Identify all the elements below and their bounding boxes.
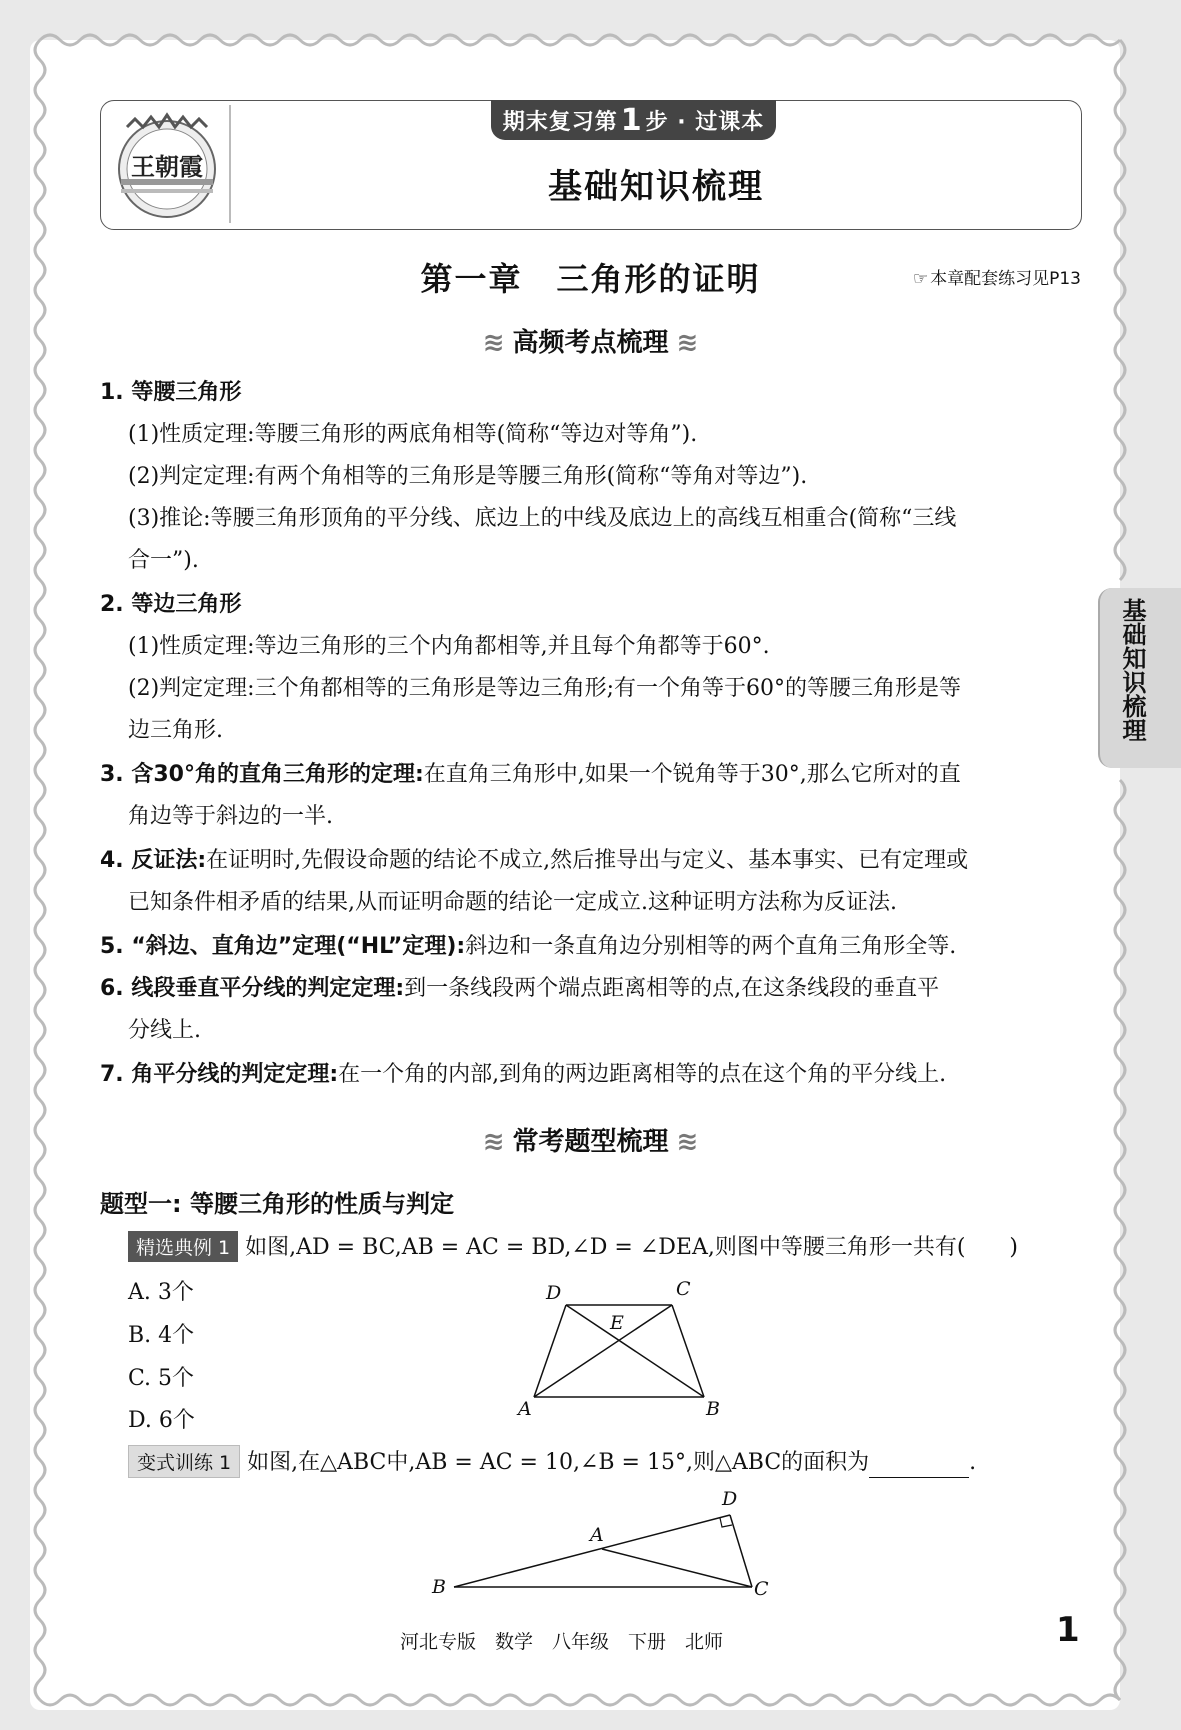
item-4-title: 4. 反证法: [100, 848, 207, 873]
example-line [128, 1230, 1018, 1262]
item-6-text: 到一条线段两个端点距离相等的点,在这条线段的垂直平 [404, 976, 940, 1001]
example-text: 如图,AD = BC,AB = AC = BD,∠D = ∠DEA,则图中等腰三角形一共有( ) [245, 1235, 1018, 1260]
segment-ca [534, 1305, 672, 1397]
label-a: A [590, 1524, 604, 1546]
item-4-text: 在证明时,先假设命题的结论不成立,然后推导出与定义、基本事实、已有定理或 [206, 848, 969, 873]
chapter-reference-text: 本章配套练习见P13 [930, 269, 1081, 289]
side-tab[interactable] [1098, 588, 1181, 768]
page-number: 1 [1056, 1610, 1080, 1650]
label-a: A [518, 1398, 532, 1420]
variant-tag: 变式训练 1 [128, 1445, 240, 1478]
item-5-title: 5. “斜边、直角边”定理(“HL”定理): [100, 934, 466, 959]
label-c: C [754, 1578, 769, 1600]
item-3-title: 3. 含30°角的直角三角形的定理: [100, 762, 424, 787]
label-d: D [546, 1282, 562, 1304]
option-a[interactable]: A. 3个 [128, 1280, 194, 1305]
item-4-line: 已知条件相矛盾的结果,从而证明命题的结论一定成立.这种证明方法称为反证法. [128, 890, 897, 915]
figure-2 [430, 1485, 790, 1610]
item-5-line [100, 929, 956, 960]
item-1-line: (3)推论:等腰三角形顶角的平分线、底边上的中线及底边上的高线互相重合(简称“三线 [128, 506, 957, 531]
chapter-title: 第一章 三角形的证明 [420, 260, 761, 298]
high-freq-heading-text: 高频考点梳理 [512, 328, 669, 358]
segment-dc [730, 1515, 752, 1587]
item-2-line: (2)判定定理:三个角都相等的三角形是等边三角形;有一个角等于60°的等腰三角形是等 [128, 676, 961, 701]
item-2-line: 边三角形. [128, 718, 223, 743]
option-d[interactable]: D. 6个 [128, 1408, 195, 1433]
item-5-text: 斜边和一条直角边分别相等的两个直角三角形全等. [465, 934, 957, 959]
footer-edition: 河北专版 数学 八年级 下册 北师 [400, 1631, 724, 1653]
item-4-line [100, 843, 968, 874]
step-number: 1 [620, 102, 643, 138]
item-3-text: 在直角三角形中,如果一个锐角等于30°,那么它所对的直 [423, 762, 961, 787]
item-3-line: 角边等于斜边的一半. [128, 804, 333, 829]
variant-text: 如图,在△ABC中,AB = AC = 10,∠B = 15°,则△ABC的面积为 [247, 1450, 870, 1475]
segment-da [534, 1305, 566, 1397]
step-suffix: 步 · 过课本 [645, 109, 765, 135]
item-1-line: 合一”). [128, 548, 199, 573]
figure-1 [500, 1275, 750, 1425]
item-3-line [100, 757, 961, 788]
item-1-line: (2)判定定理:有两个角相等的三角形是等腰三角形(简称“等角对等边”). [128, 464, 808, 489]
segment-ac [602, 1549, 752, 1587]
item-7-line [100, 1057, 946, 1088]
item-1-title: 1. 等腰三角形 [100, 380, 242, 405]
label-d: D [722, 1488, 738, 1510]
chapter-reference [913, 264, 1081, 289]
option-c[interactable]: C. 5个 [128, 1366, 195, 1391]
item-7-title: 7. 角平分线的判定定理: [100, 1062, 339, 1087]
label-b: B [432, 1576, 446, 1598]
option-b[interactable]: B. 4个 [128, 1323, 195, 1348]
item-1-line: (1)性质定理:等腰三角形的两底角相等(简称“等边对等角”). [128, 422, 698, 447]
logo [109, 107, 225, 223]
header-box [100, 100, 1082, 230]
right-angle-mark [720, 1518, 732, 1527]
step-prefix: 期末复习第 [502, 109, 618, 135]
wave-icon: ≋ [482, 1127, 505, 1157]
page-title: 基础知识梳理 [548, 167, 764, 207]
segment-cb [672, 1305, 704, 1397]
common-types-heading-text: 常考题型梳理 [512, 1127, 669, 1157]
logo-text: 王朝霞 [131, 153, 203, 181]
label-c: C [676, 1278, 691, 1300]
answer-blank[interactable] [869, 1457, 969, 1478]
variant-end: . [969, 1450, 977, 1475]
segment-db [566, 1305, 704, 1397]
label-b: B [706, 1398, 720, 1420]
item-2-title: 2. 等边三角形 [100, 592, 242, 617]
wave-icon: ≋ [676, 1127, 699, 1157]
item-2-line: (1)性质定理:等边三角形的三个内角都相等,并且每个角都等于60°. [128, 634, 770, 659]
pointing-hand-icon: ☞ [912, 269, 929, 289]
item-6-title: 6. 线段垂直平分线的判定定理: [100, 976, 405, 1001]
item-6-line: 分线上. [128, 1018, 201, 1043]
variant-line [128, 1445, 976, 1478]
label-e: E [610, 1312, 624, 1334]
wave-icon: ≋ [482, 328, 505, 358]
question-type-heading: 题型一: 等腰三角形的性质与判定 [100, 1190, 454, 1218]
common-types-heading [0, 1121, 1181, 1158]
side-tab-label: 基础知识梳理 [1118, 598, 1146, 742]
example-tag: 精选典例 1 [128, 1231, 238, 1262]
item-6-line [100, 971, 939, 1002]
high-freq-heading [0, 322, 1181, 359]
step-tab [491, 100, 776, 140]
wave-icon: ≋ [676, 328, 699, 358]
item-7-text: 在一个角的内部,到角的两边距离相等的点在这个角的平分线上. [338, 1062, 947, 1087]
